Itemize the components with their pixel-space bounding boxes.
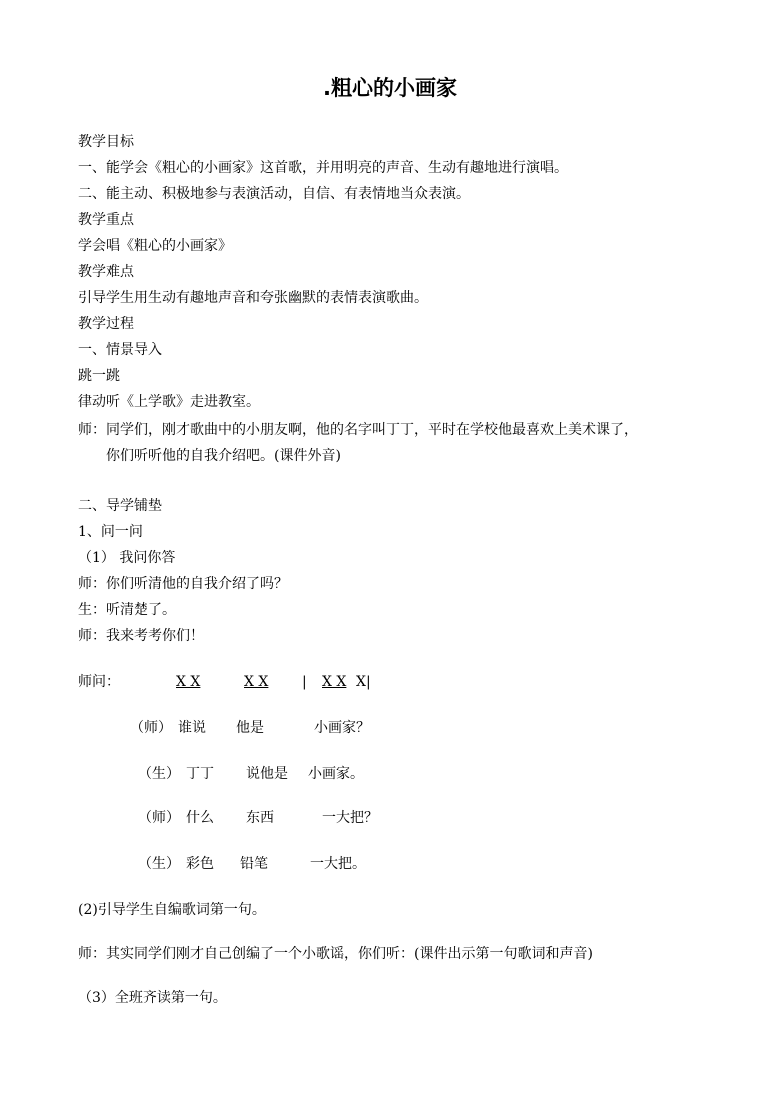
rhythm-bar-line: |	[302, 674, 307, 690]
sub-step-qa: （1） 我问你答	[78, 550, 176, 566]
teacher-intro-line-2: 你们听听他的自我介绍吧。(课件外音)	[106, 448, 341, 464]
step-ask: 1、问一问	[78, 524, 143, 540]
rhythm-group-2: X X	[244, 674, 269, 690]
key-point-text: 学会唱《粗心的小画家》	[78, 238, 232, 254]
dialog-phrase-1: 丁丁	[186, 766, 214, 782]
dialog-phrase-2: 东西	[246, 810, 274, 826]
rhythm-group-3: X X	[322, 674, 347, 690]
section-2-title: 二、导学铺垫	[78, 498, 162, 514]
dialog-phrase-1: 彩色	[186, 856, 214, 872]
goal-2: 二、能主动、积极地参与表演活动，自信、有表情地当众表演。	[78, 186, 470, 202]
dialog-phrase-1: 什么	[186, 810, 214, 826]
heading-key-points: 教学重点	[78, 212, 134, 228]
rhythm-group-4: X|	[356, 674, 371, 690]
heading-teaching-goals: 教学目标	[78, 134, 134, 150]
dialog-phrase-2: 说他是	[246, 766, 288, 782]
sub-step-3: （3）全班齐读第一句。	[78, 990, 227, 1006]
dialog-phrase-3: 小画家。	[308, 766, 364, 782]
dialog-phrase-3: 小画家？	[314, 720, 370, 736]
heading-difficulties: 教学难点	[78, 264, 134, 280]
dialog-phrase-3: 一大把。	[310, 856, 366, 872]
sub-step-2: (2)引导学生自编歌词第一句。	[78, 902, 266, 918]
activity-jump: 跳一跳	[78, 368, 120, 384]
dialog-role: （师）	[138, 810, 180, 826]
section-1-title: 一、情景导入	[78, 342, 162, 358]
heading-process: 教学过程	[78, 316, 134, 332]
rhythm-group-1: X X	[176, 674, 201, 690]
activity-rhythm: 律动听《上学歌》走进教室。	[78, 394, 260, 410]
goal-1: 一、能学会《粗心的小画家》这首歌，并用明亮的声音、生动有趣地进行演唱。	[78, 160, 568, 176]
student-answer: 生：听清楚了。	[78, 602, 176, 618]
difficulty-text: 引导学生用生动有趣地声音和夸张幽默的表情表演歌曲。	[78, 290, 428, 306]
dialog-phrase-2: 他是	[236, 720, 264, 736]
teacher-intro-line-1: 师：同学们，刚才歌曲中的小朋友啊，他的名字叫丁丁，平时在学校他最喜欢上美术课了，	[78, 422, 638, 438]
dialog-role: （师）	[130, 720, 172, 736]
document-title: .粗心的小画家	[323, 76, 457, 100]
rhythm-label: 师问：	[78, 674, 120, 690]
dialog-phrase-2: 铅笔	[240, 856, 268, 872]
teacher-test: 师：我来考考你们！	[78, 628, 204, 644]
dialog-phrase-3: 一大把？	[322, 810, 378, 826]
dialog-phrase-1: 谁说	[178, 720, 206, 736]
dialog-role: （生）	[138, 766, 180, 782]
teacher-song-intro: 师：其实同学们刚才自己创编了一个小歌谣，你们听：(课件出示第一句歌词和声音)	[78, 946, 593, 962]
dialog-role: （生）	[138, 856, 180, 872]
teacher-question: 师：你们听清他的自我介绍了吗？	[78, 576, 288, 592]
